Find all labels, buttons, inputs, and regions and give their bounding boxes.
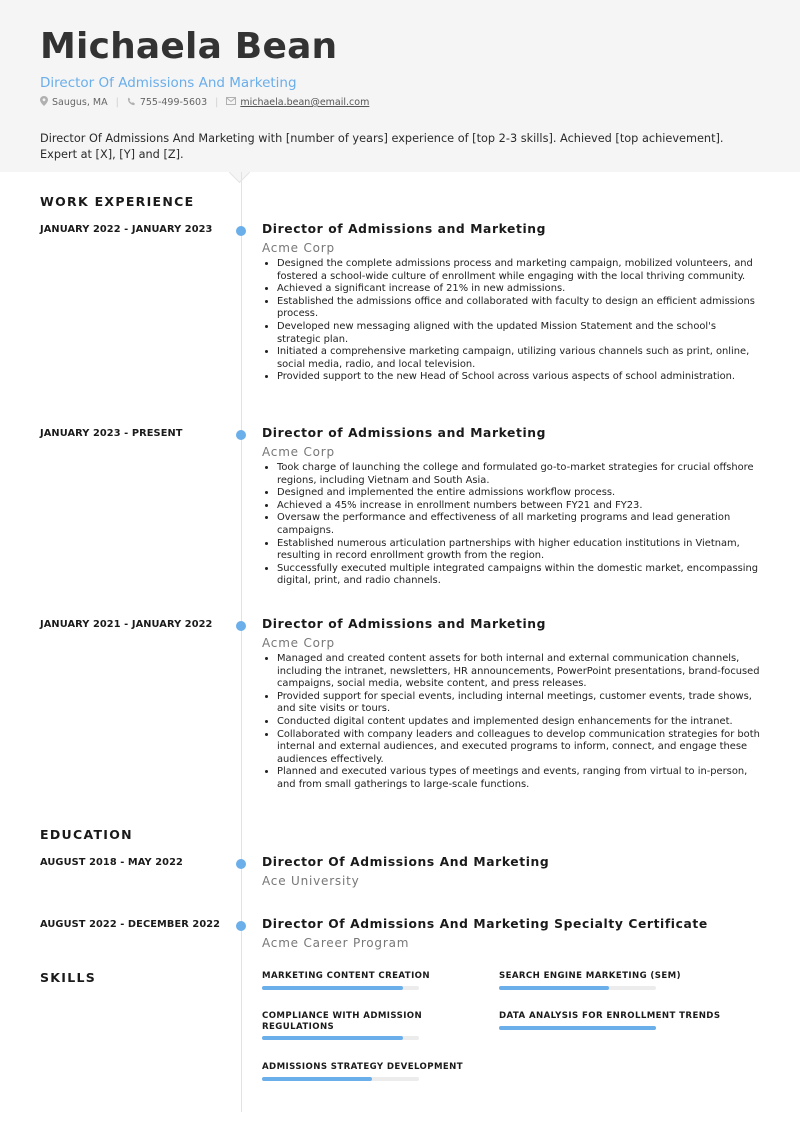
bullet-item: • Took charge of launching the college and formulated go-to-market strategies for crucial offshore regions, including Vietnam and South Asia. <box>277 462 762 487</box>
work-dates: JANUARY 2022 - JANUARY 2023 <box>40 224 213 235</box>
skill-bar <box>499 986 656 990</box>
work-entry <box>262 222 762 384</box>
bullet-item: • Oversaw the performance and effectiveness of all marketing programs and lead generation campaigns. <box>277 512 762 537</box>
email-link[interactable]: michaela.bean@email.com <box>240 97 370 108</box>
work-entry <box>262 617 762 792</box>
bullet-item: • Initiated a comprehensive marketing campaign, utilizing various channels such as print, online, social media, radio, and local television. <box>277 346 762 371</box>
skill-label: SEARCH ENGINE MARKETING (SEM) <box>499 971 681 981</box>
bullet-item: • Successfully executed multiple integrated campaigns within the domestic market, encompassing digital, print, and radio channels. <box>277 563 762 588</box>
bullet-item: • Designed and implemented the entire admissions workflow process. <box>277 487 762 500</box>
skill-label: ADMISSIONS STRATEGY DEVELOPMENT <box>262 1062 464 1072</box>
company-name: Acme Corp <box>262 636 335 650</box>
skill-bar <box>262 986 419 990</box>
timeline-dot <box>236 621 246 631</box>
bullet-item: • Established the admissions office and collaborated with faculty to design an efficient admissions process. <box>277 296 762 321</box>
skill-bar-fill <box>262 986 403 990</box>
skills-heading: SKILLS <box>40 970 97 985</box>
bullet-item: • Achieved a significant increase of 21% in new admissions. <box>277 283 762 296</box>
work-dates: JANUARY 2021 - JANUARY 2022 <box>40 619 213 630</box>
skill-item <box>262 1062 482 1081</box>
skill-bar-fill <box>262 1077 372 1081</box>
bullet-item: • Managed and created content assets for both internal and external communication channels, including the intranet, newsletters, HR announcements, PowerPoint presentations, brand-focused campaigns, social media, website content, and press releases. <box>277 653 762 691</box>
company-name: Acme Corp <box>262 445 335 459</box>
timeline-dot <box>236 859 246 869</box>
job-title: Director of Admissions and Marketing <box>262 426 547 440</box>
bullet-item: • Developed new messaging aligned with the updated Mission Statement and the school's strategic plan. <box>277 321 762 346</box>
bullet-list <box>262 258 762 384</box>
work-entry <box>262 426 762 588</box>
location-text: Saugus, MA <box>52 97 108 108</box>
education-heading: EDUCATION <box>40 827 133 842</box>
resume-header <box>0 0 800 172</box>
company-name: Acme Corp <box>262 241 335 255</box>
skill-label: COMPLIANCE WITH ADMISSION REGULATIONS <box>262 1011 423 1032</box>
divider: | <box>215 97 219 108</box>
education-dates: AUGUST 2018 - MAY 2022 <box>40 857 183 868</box>
envelope-icon <box>226 97 236 108</box>
bullet-item: • Achieved a 45% increase in enrollment numbers between FY21 and FY23. <box>277 500 762 513</box>
skill-item <box>262 1011 452 1040</box>
timeline-dot <box>236 226 246 236</box>
skill-bar <box>262 1036 419 1040</box>
phone-text: 755-499-5603 <box>139 97 208 108</box>
bullet-item: • Provided support for special events, including internal meetings, customer events, trade shows, and site visits or tours. <box>277 691 762 716</box>
education-dates: AUGUST 2022 - DECEMBER 2022 <box>40 919 221 930</box>
bullet-list <box>262 462 762 588</box>
school-name: Ace University <box>262 874 360 888</box>
divider: | <box>115 97 119 108</box>
job-title: Director of Admissions and Marketing <box>262 222 547 236</box>
skill-bar-fill <box>262 1036 403 1040</box>
bullet-list <box>262 653 762 792</box>
phone-icon <box>127 97 136 109</box>
skill-bar <box>499 1026 656 1030</box>
contact-info <box>40 96 369 109</box>
degree-title: Director Of Admissions And Marketing Specialty Certificate <box>262 917 708 931</box>
timeline-dot <box>236 921 246 931</box>
school-name: Acme Career Program <box>262 936 410 950</box>
skill-bar <box>262 1077 419 1081</box>
bullet-item: • Collaborated with company leaders and colleagues to develop communication strategies for both internal and external audiences, and executed programs to inform, connect, and engage these audiences effectively. <box>277 729 762 767</box>
skill-item <box>499 971 719 990</box>
professional-summary: Director Of Admissions And Marketing with [number of years] experience of [top 2-3 skills]. Achieved [top achievement]. Expert at [X], [Y] and [Z]. <box>40 132 724 161</box>
education-entry <box>262 917 762 950</box>
skill-label: MARKETING CONTENT CREATION <box>262 971 430 981</box>
bullet-item: • Established numerous articulation partnerships with higher education institutions in Vietnam, resulting in record enrollment growth from the region. <box>277 538 762 563</box>
timeline-dot <box>236 430 246 440</box>
skill-bar-fill <box>499 986 609 990</box>
skill-item <box>262 971 482 990</box>
skill-label: DATA ANALYSIS FOR ENROLLMENT TRENDS <box>499 1011 721 1021</box>
degree-title: Director Of Admissions And Marketing <box>262 855 550 869</box>
job-title: Director of Admissions and Marketing <box>262 617 547 631</box>
education-entry <box>262 855 762 888</box>
bullet-item: • Provided support to the new Head of School across various aspects of school administration. <box>277 371 762 384</box>
timeline-line <box>241 172 242 1112</box>
skill-bar-fill <box>499 1026 656 1030</box>
skill-item <box>499 1011 739 1030</box>
candidate-name: Michaela Bean <box>40 26 338 67</box>
work-experience-heading: WORK EXPERIENCE <box>40 194 195 209</box>
bullet-item: • Designed the complete admissions process and marketing campaign, mobilized volunteers, and fostered a school-wide culture of enrollment while engaging with the local thriving community. <box>277 258 762 283</box>
bullet-item: • Conducted digital content updates and implemented design enhancements for the intranet. <box>277 716 762 729</box>
map-pin-icon <box>40 96 48 109</box>
candidate-role: Director Of Admissions And Marketing <box>40 75 297 91</box>
bullet-item: • Planned and executed various types of meetings and events, ranging from virtual to in-person, and from small gatherings to large-scale functions. <box>277 766 762 791</box>
work-dates: JANUARY 2023 - PRESENT <box>40 428 183 439</box>
